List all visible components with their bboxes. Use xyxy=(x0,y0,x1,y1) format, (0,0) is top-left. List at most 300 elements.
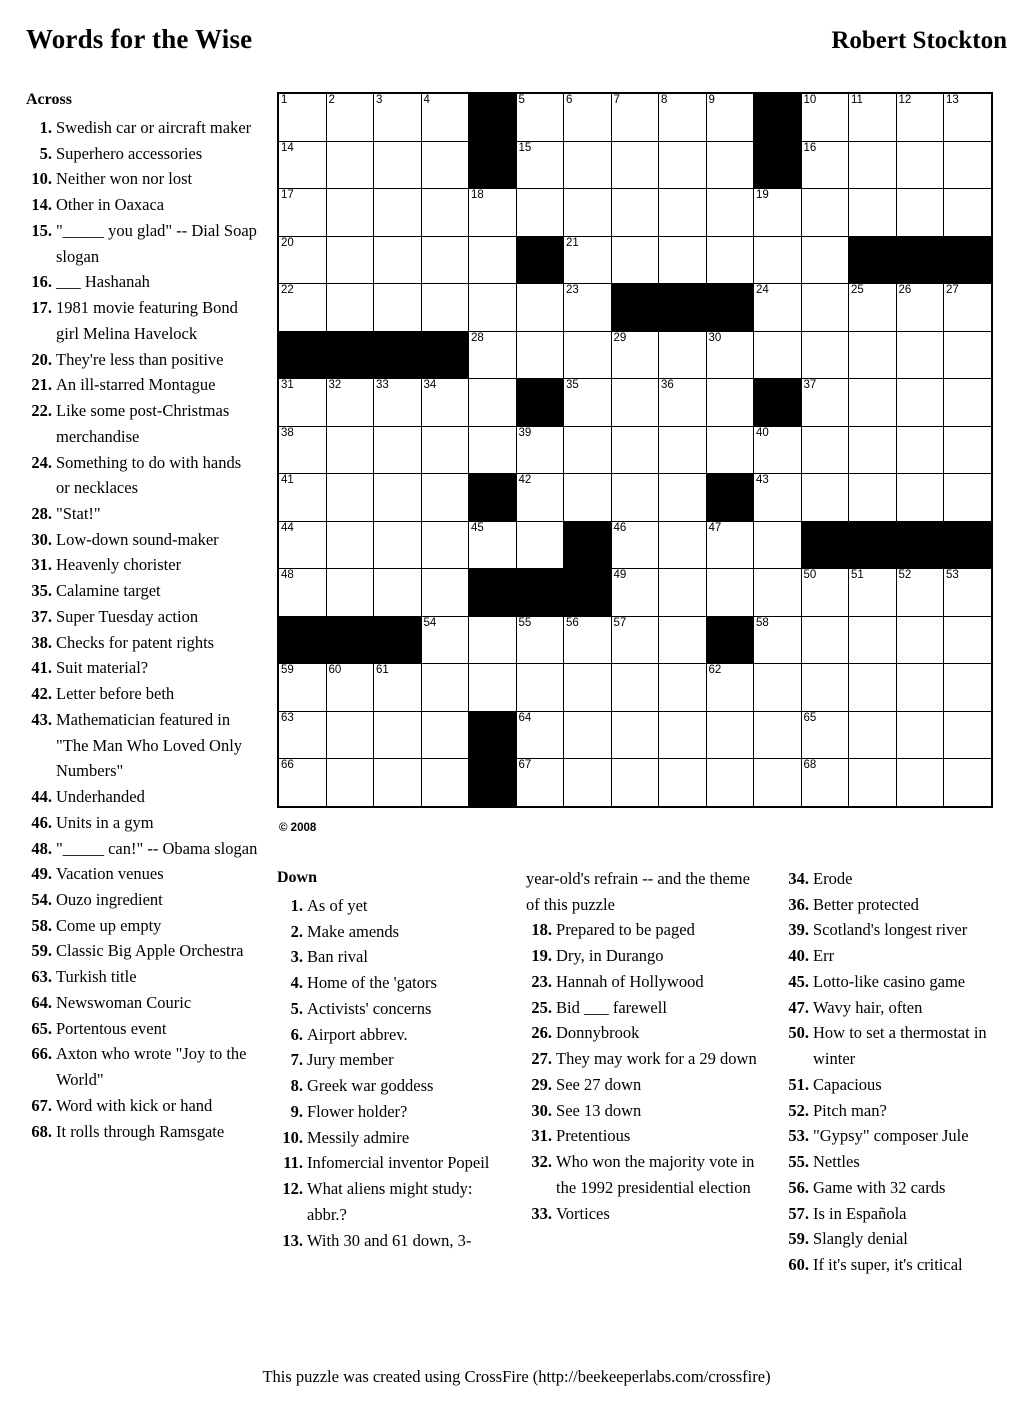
grid-cell[interactable] xyxy=(374,379,422,427)
clue-text: Vacation venues xyxy=(56,864,164,884)
clue-text: Prepared to be paged xyxy=(556,920,695,940)
grid-cell[interactable] xyxy=(421,236,469,284)
grid-cell[interactable] xyxy=(564,664,612,712)
grid-cell[interactable] xyxy=(944,284,992,332)
grid-cell[interactable] xyxy=(564,189,612,237)
grid-cell[interactable] xyxy=(896,474,944,522)
down-clue xyxy=(277,1228,504,1254)
grid-cell[interactable] xyxy=(326,474,374,522)
grid-cell-number: 34 xyxy=(423,379,437,391)
clue-text: What aliens might study: abbr.? xyxy=(307,1179,473,1224)
grid-cell[interactable] xyxy=(896,189,944,237)
grid-cell[interactable] xyxy=(896,141,944,189)
clue-text: "Gypsy" composer Jule xyxy=(813,1126,969,1146)
grid-cell[interactable] xyxy=(944,474,992,522)
grid-cell[interactable] xyxy=(754,284,802,332)
grid-cell[interactable] xyxy=(326,141,374,189)
clue-text: Wavy hair, often xyxy=(813,997,923,1017)
clue-number: 53. xyxy=(788,1126,809,1146)
grid-cell[interactable] xyxy=(516,759,564,807)
grid-cell-number: 5 xyxy=(518,94,525,106)
grid-cell[interactable] xyxy=(801,426,849,474)
grid-cell[interactable] xyxy=(469,521,517,569)
down-clue xyxy=(277,1176,504,1227)
grid-block-cell xyxy=(706,616,754,664)
grid-cell-number: 36 xyxy=(661,379,674,391)
grid-cell-number: 16 xyxy=(803,141,817,154)
grid-cell[interactable] xyxy=(564,379,612,427)
grid-cell[interactable] xyxy=(421,616,469,664)
grid-cell[interactable] xyxy=(754,711,802,759)
grid-cell-number: 8 xyxy=(661,94,668,106)
clue-text: Suit material? xyxy=(56,658,149,678)
grid-cell[interactable] xyxy=(944,569,992,617)
grid-cell[interactable] xyxy=(659,93,707,141)
down-clue xyxy=(783,1072,1012,1098)
grid-cell[interactable] xyxy=(706,521,754,569)
grid-cell[interactable] xyxy=(896,284,944,332)
grid-cell[interactable] xyxy=(754,521,802,569)
grid-table[interactable] xyxy=(277,92,993,808)
across-clue xyxy=(26,166,258,192)
grid-cell[interactable] xyxy=(801,616,849,664)
grid-cell[interactable] xyxy=(611,379,659,427)
grid-cell[interactable] xyxy=(611,236,659,284)
grid-cell[interactable] xyxy=(801,236,849,284)
grid-cell[interactable] xyxy=(706,141,754,189)
grid-cell[interactable] xyxy=(706,331,754,379)
grid-cell[interactable] xyxy=(374,521,422,569)
grid-cell[interactable] xyxy=(326,569,374,617)
grid-cell[interactable] xyxy=(944,93,992,141)
grid-cell[interactable] xyxy=(659,141,707,189)
grid-cell[interactable] xyxy=(469,189,517,237)
grid-cell[interactable] xyxy=(278,474,326,522)
grid-cell[interactable] xyxy=(326,759,374,807)
grid-cell[interactable] xyxy=(659,711,707,759)
down-clue-column-2 xyxy=(526,866,761,1278)
grid-cell-number: 44 xyxy=(281,521,294,534)
grid-cell[interactable] xyxy=(564,474,612,522)
grid-cell[interactable] xyxy=(801,93,849,141)
across-clue xyxy=(26,218,258,269)
grid-cell-number: 63 xyxy=(281,711,294,724)
grid-cell[interactable] xyxy=(849,331,897,379)
grid-cell[interactable] xyxy=(659,189,707,237)
clue-text: "Stat!" xyxy=(56,503,101,523)
grid-cell[interactable] xyxy=(754,569,802,617)
grid-cell[interactable] xyxy=(659,521,707,569)
grid-cell-number: 48 xyxy=(281,569,294,581)
grid-cell[interactable] xyxy=(564,141,612,189)
grid-cell[interactable] xyxy=(849,426,897,474)
grid-cell[interactable] xyxy=(326,664,374,712)
clue-text: Axton who wrote "Joy to the World" xyxy=(56,1044,247,1090)
grid-block-cell xyxy=(326,616,374,664)
grid-cell-number: 18 xyxy=(471,189,484,201)
grid-cell[interactable] xyxy=(611,141,659,189)
grid-cell[interactable] xyxy=(944,616,992,664)
grid-cell-number: 24 xyxy=(756,284,769,296)
grid-cell[interactable] xyxy=(706,93,754,141)
grid-cell[interactable] xyxy=(374,93,422,141)
grid-cell[interactable] xyxy=(801,474,849,522)
grid-cell[interactable] xyxy=(659,664,707,712)
grid-cell[interactable] xyxy=(706,569,754,617)
grid-cell[interactable] xyxy=(469,664,517,712)
grid-cell[interactable] xyxy=(944,331,992,379)
grid-cell-number: 38 xyxy=(281,426,294,439)
grid-cell[interactable] xyxy=(516,189,564,237)
clue-text: Hannah of Hollywood xyxy=(556,971,704,991)
grid-cell[interactable] xyxy=(896,93,944,141)
grid-cell-number: 47 xyxy=(708,521,722,534)
grid-cell[interactable] xyxy=(278,711,326,759)
grid-cell[interactable] xyxy=(754,189,802,237)
clue-number: 31. xyxy=(531,1126,553,1146)
clue-text: Super Tuesday action xyxy=(56,606,199,626)
down-clue xyxy=(526,995,761,1021)
grid-cell[interactable] xyxy=(659,426,707,474)
grid-cell[interactable] xyxy=(278,759,326,807)
grid-cell[interactable] xyxy=(278,93,326,141)
grid-block-cell xyxy=(516,569,564,617)
grid-cell-number: 12 xyxy=(898,94,912,106)
clue-number: 4. xyxy=(290,973,303,993)
grid-row xyxy=(278,426,992,474)
grid-cell[interactable] xyxy=(564,284,612,332)
grid-cell[interactable] xyxy=(611,569,659,617)
grid-cell[interactable] xyxy=(516,141,564,189)
grid-cell[interactable] xyxy=(706,189,754,237)
clue-text: Something to do with hands or necklaces xyxy=(56,452,242,498)
grid-cell-number: 1 xyxy=(281,94,288,106)
clue-number: 44. xyxy=(31,787,52,807)
grid-cell[interactable] xyxy=(278,426,326,474)
clue-number: 26. xyxy=(531,1023,553,1043)
clue-number: 39. xyxy=(788,920,809,940)
grid-cell[interactable] xyxy=(516,331,564,379)
across-clue xyxy=(26,269,258,295)
down-clue xyxy=(783,1226,1012,1252)
grid-cell[interactable] xyxy=(849,711,897,759)
grid-cell[interactable] xyxy=(801,711,849,759)
grid-cell[interactable] xyxy=(896,759,944,807)
grid-cell[interactable] xyxy=(754,236,802,284)
grid-cell[interactable] xyxy=(659,616,707,664)
grid-cell-number: 7 xyxy=(613,94,620,106)
grid-cell[interactable] xyxy=(374,426,422,474)
grid-cell[interactable] xyxy=(801,664,849,712)
grid-cell[interactable] xyxy=(754,616,802,664)
grid-cell[interactable] xyxy=(659,236,707,284)
grid-cell[interactable] xyxy=(516,664,564,712)
clue-number: 24. xyxy=(31,452,52,472)
clue-number: 23. xyxy=(531,971,553,991)
grid-cell[interactable] xyxy=(374,189,422,237)
grid-cell[interactable] xyxy=(706,664,754,712)
across-clue xyxy=(26,681,258,707)
clue-text: Checks for patent rights xyxy=(56,632,215,652)
grid-block-cell xyxy=(801,521,849,569)
grid-cell[interactable] xyxy=(564,711,612,759)
across-clue xyxy=(26,604,258,630)
grid-cell[interactable] xyxy=(326,284,374,332)
grid-cell[interactable] xyxy=(421,474,469,522)
grid-cell[interactable] xyxy=(611,664,659,712)
clue-text: Turkish title xyxy=(56,967,137,987)
grid-cell[interactable] xyxy=(326,189,374,237)
grid-cell[interactable] xyxy=(849,759,897,807)
grid-cell-number: 35 xyxy=(566,379,579,391)
grid-cell[interactable] xyxy=(896,331,944,379)
down-clue xyxy=(783,1020,1012,1071)
grid-cell[interactable] xyxy=(278,141,326,189)
grid-cell[interactable] xyxy=(469,331,517,379)
grid-cell[interactable] xyxy=(849,284,897,332)
grid-cell[interactable] xyxy=(374,569,422,617)
clue-text: Swedish car or aircraft maker xyxy=(56,117,252,137)
grid-cell[interactable] xyxy=(421,569,469,617)
clue-number: 55. xyxy=(788,1152,809,1172)
clue-text: Mathematician featured in "The Man Who Loved Only Numbers" xyxy=(56,709,243,781)
grid-cell[interactable] xyxy=(564,236,612,284)
grid-cell[interactable] xyxy=(611,93,659,141)
grid-cell[interactable] xyxy=(421,141,469,189)
grid-cell[interactable] xyxy=(849,664,897,712)
grid-cell[interactable] xyxy=(944,379,992,427)
across-clue xyxy=(26,192,258,218)
grid-cell[interactable] xyxy=(374,664,422,712)
grid-cell[interactable] xyxy=(374,711,422,759)
grid-block-cell xyxy=(326,331,374,379)
grid-cell[interactable] xyxy=(421,711,469,759)
grid-cell[interactable] xyxy=(278,569,326,617)
grid-cell[interactable] xyxy=(516,93,564,141)
grid-cell[interactable] xyxy=(374,474,422,522)
grid-cell[interactable] xyxy=(278,284,326,332)
grid-cell[interactable] xyxy=(611,759,659,807)
grid-cell[interactable] xyxy=(849,474,897,522)
clue-number: 25. xyxy=(531,997,553,1017)
across-clue xyxy=(26,398,258,449)
grid-cell[interactable] xyxy=(754,331,802,379)
grid-cell[interactable] xyxy=(278,379,326,427)
grid-cell[interactable] xyxy=(469,236,517,284)
grid-cell[interactable] xyxy=(278,236,326,284)
grid-cell[interactable] xyxy=(659,569,707,617)
clue-number: 43. xyxy=(31,709,52,729)
grid-cell[interactable] xyxy=(421,759,469,807)
grid-cell[interactable] xyxy=(706,759,754,807)
across-clue xyxy=(26,1093,258,1119)
clue-text: "_____ can!" -- Obama slogan xyxy=(56,838,258,858)
grid-cell[interactable] xyxy=(849,379,897,427)
grid-cell[interactable] xyxy=(849,616,897,664)
grid-cell[interactable] xyxy=(421,379,469,427)
grid-cell[interactable] xyxy=(564,616,612,664)
grid-row xyxy=(278,569,992,617)
grid-cell[interactable] xyxy=(516,426,564,474)
grid-cell-number: 14 xyxy=(281,141,294,154)
down-clue xyxy=(277,1073,504,1099)
down-clue xyxy=(783,917,1012,943)
grid-cell[interactable] xyxy=(516,711,564,759)
grid-cell[interactable] xyxy=(706,711,754,759)
grid-cell[interactable] xyxy=(326,521,374,569)
grid-cell[interactable] xyxy=(944,759,992,807)
grid-cell[interactable] xyxy=(896,664,944,712)
grid-cell[interactable] xyxy=(896,569,944,617)
grid-cell[interactable] xyxy=(564,426,612,474)
grid-cell[interactable] xyxy=(516,474,564,522)
grid-cell[interactable] xyxy=(896,426,944,474)
grid-cell[interactable] xyxy=(326,711,374,759)
grid-cell[interactable] xyxy=(278,521,326,569)
clue-number: 18. xyxy=(531,920,553,940)
grid-cell[interactable] xyxy=(611,331,659,379)
grid-cell[interactable] xyxy=(564,93,612,141)
grid-cell[interactable] xyxy=(611,474,659,522)
grid-cell[interactable] xyxy=(611,616,659,664)
down-clue-continuation: year-old's refrain -- and the theme of this puzzle xyxy=(526,869,750,914)
grid-cell[interactable] xyxy=(421,93,469,141)
across-clue xyxy=(26,450,258,501)
grid-cell[interactable] xyxy=(421,664,469,712)
clue-text: Game with 32 cards xyxy=(813,1177,946,1197)
grid-cell[interactable] xyxy=(801,331,849,379)
grid-cell[interactable] xyxy=(706,379,754,427)
grid-cell[interactable] xyxy=(516,284,564,332)
grid-cell[interactable] xyxy=(659,379,707,427)
clue-text: Capacious xyxy=(813,1074,882,1094)
grid-cell[interactable] xyxy=(706,426,754,474)
grid-cell[interactable] xyxy=(326,236,374,284)
grid-cell[interactable] xyxy=(849,569,897,617)
grid-cell-number: 3 xyxy=(376,94,383,106)
down-clue-area xyxy=(277,866,1012,1278)
grid-cell-number: 51 xyxy=(851,569,864,581)
clue-number: 1. xyxy=(39,117,52,137)
grid-cell[interactable] xyxy=(896,379,944,427)
grid-cell[interactable] xyxy=(516,521,564,569)
across-clue xyxy=(26,836,258,862)
clue-number: 10. xyxy=(282,1127,303,1147)
clue-text: Lotto-like casino game xyxy=(813,971,966,991)
grid-cell[interactable] xyxy=(801,284,849,332)
grid-cell[interactable] xyxy=(564,331,612,379)
clue-text: Home of the 'gators xyxy=(307,973,437,993)
grid-cell[interactable] xyxy=(754,474,802,522)
grid-cell[interactable] xyxy=(326,426,374,474)
clue-text: Other in Oaxaca xyxy=(56,195,165,215)
down-clue xyxy=(526,1020,761,1046)
grid-cell[interactable] xyxy=(801,141,849,189)
grid-cell[interactable] xyxy=(564,759,612,807)
grid-cell[interactable] xyxy=(754,759,802,807)
grid-cell[interactable] xyxy=(944,189,992,237)
grid-cell[interactable] xyxy=(469,284,517,332)
clue-text: Underhanded xyxy=(56,787,145,807)
grid-cell[interactable] xyxy=(469,426,517,474)
clue-number: 16. xyxy=(31,272,52,292)
grid-row xyxy=(278,664,992,712)
grid-cell[interactable] xyxy=(801,569,849,617)
across-clue xyxy=(26,990,258,1016)
clue-text: As of yet xyxy=(307,895,368,915)
grid-cell[interactable] xyxy=(421,284,469,332)
grid-cell[interactable] xyxy=(469,616,517,664)
grid-cell[interactable] xyxy=(374,759,422,807)
grid-block-cell xyxy=(469,141,517,189)
clue-text: See 13 down xyxy=(556,1100,642,1120)
across-clue xyxy=(26,655,258,681)
clue-text: How to set a thermostat in winter xyxy=(813,1023,987,1069)
grid-cell[interactable] xyxy=(706,236,754,284)
grid-row xyxy=(278,616,992,664)
grid-cell[interactable] xyxy=(849,93,897,141)
grid-cell[interactable] xyxy=(421,426,469,474)
grid-cell[interactable] xyxy=(659,759,707,807)
grid-cell[interactable] xyxy=(611,426,659,474)
grid-cell[interactable] xyxy=(611,521,659,569)
grid-cell[interactable] xyxy=(896,616,944,664)
grid-cell[interactable] xyxy=(469,379,517,427)
grid-cell[interactable] xyxy=(374,236,422,284)
grid-cell[interactable] xyxy=(849,189,897,237)
grid-cell[interactable] xyxy=(944,711,992,759)
grid-cell[interactable] xyxy=(374,141,422,189)
grid-cell[interactable] xyxy=(659,331,707,379)
grid-cell[interactable] xyxy=(278,189,326,237)
grid-cell[interactable] xyxy=(754,664,802,712)
clue-number: 10. xyxy=(31,169,52,189)
grid-cell[interactable] xyxy=(801,759,849,807)
grid-cell[interactable] xyxy=(944,141,992,189)
grid-cell[interactable] xyxy=(944,664,992,712)
grid-cell[interactable] xyxy=(801,379,849,427)
grid-cell[interactable] xyxy=(278,664,326,712)
grid-cell[interactable] xyxy=(944,426,992,474)
grid-cell[interactable] xyxy=(421,521,469,569)
down-clue xyxy=(277,970,504,996)
grid-cell[interactable] xyxy=(516,616,564,664)
grid-cell[interactable] xyxy=(754,426,802,474)
grid-cell[interactable] xyxy=(421,189,469,237)
grid-cell[interactable] xyxy=(611,189,659,237)
grid-cell[interactable] xyxy=(374,284,422,332)
grid-cell[interactable] xyxy=(896,711,944,759)
down-clue xyxy=(783,969,1012,995)
clue-text: Units in a gym xyxy=(56,812,154,832)
grid-cell[interactable] xyxy=(611,711,659,759)
clue-number: 60. xyxy=(788,1255,809,1275)
down-clue-column-3 xyxy=(783,866,1012,1278)
across-heading: Across xyxy=(26,91,72,108)
grid-cell[interactable] xyxy=(659,474,707,522)
grid-block-cell xyxy=(564,521,612,569)
crossword-grid[interactable] xyxy=(277,92,993,808)
down-clue xyxy=(526,917,761,943)
grid-row xyxy=(278,93,992,141)
grid-cell[interactable] xyxy=(326,379,374,427)
grid-cell[interactable] xyxy=(849,141,897,189)
grid-cell[interactable] xyxy=(801,189,849,237)
grid-block-cell xyxy=(469,759,517,807)
grid-cell[interactable] xyxy=(326,93,374,141)
grid-block-cell xyxy=(849,236,897,284)
clue-text: Better protected xyxy=(813,894,919,914)
